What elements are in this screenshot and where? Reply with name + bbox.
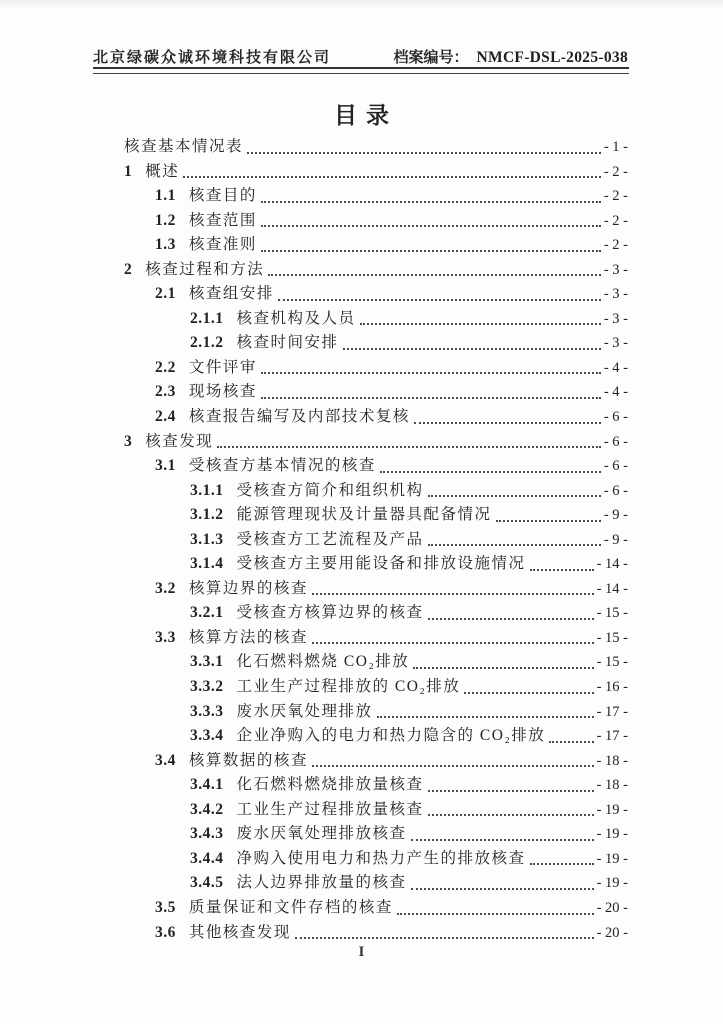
toc-entry[interactable] [93,528,628,553]
toc-leader-dots [549,741,593,743]
toc-entry-label: 核查过程和方法 [145,260,265,278]
toc-list [93,135,628,945]
toc-entry[interactable] [93,798,628,823]
toc-entry[interactable] [93,258,628,283]
toc-entry[interactable] [93,184,628,209]
toc-entry-page: - 6 - [603,433,628,450]
toc-entry-label: 核查报告编写及内部技术复核 [188,408,410,426]
toc-entry[interactable] [93,503,628,528]
toc-leader-dots [428,814,594,816]
toc-entry-number: 3 [124,432,133,450]
toc-leader-dots [428,790,594,792]
page-number-footer: I [358,944,365,960]
toc-entry-page: - 1 - [603,139,628,155]
toc-entry-number: 3.2.1 [190,604,224,622]
toc-entry-label: 核算边界的核查 [188,579,308,597]
toc-entry-number: 3.1.3 [190,530,224,548]
toc-entry-label: 质量保证和文件存档的核查 [188,898,393,916]
toc-entry-page: - 3 - [603,310,628,327]
toc-entry-label: 其他核查发现 [188,923,291,941]
toc-entry[interactable] [93,307,628,332]
toc-entry-label: 核算数据的核查 [188,751,308,769]
toc-entry[interactable] [93,847,628,872]
toc-entry-label: 核查目的 [188,187,257,205]
toc-entry-label: 核查范围 [188,211,257,229]
toc-entry-page: - 19 - [596,826,628,843]
toc-entry-page: - 14 - [596,580,628,597]
toc-entry-page: - 9 - [603,531,628,548]
toc-leader-dots [295,937,594,939]
toc-leader-dots [261,397,601,399]
toc-entry-number: 3.4.3 [190,825,224,843]
toc-entry-page: - 4 - [603,384,628,401]
toc-entry-page: - 2 - [603,237,628,254]
toc-entry[interactable] [93,871,628,896]
toc-entry-page: - 19 - [596,801,628,818]
toc-entry-page: - 16 - [596,679,628,696]
toc-leader-dots [411,888,594,890]
toc-entry-page: - 14 - [596,556,628,573]
toc-entry-page: - 15 - [596,629,628,646]
toc-entry-page: - 3 - [603,335,628,352]
toc-entry-number: 3.4.4 [190,849,224,867]
toc-entry[interactable] [93,577,628,602]
toc-leader-dots [261,372,601,374]
toc-entry-number: 1.2 [155,211,176,229]
toc-entry[interactable] [93,626,628,651]
toc-entry-number: 3.3 [155,628,176,646]
toc-entry-page: - 6 - [603,482,628,499]
toc-entry-number: 3.3.3 [190,702,224,720]
page-header [93,46,628,67]
toc-entry[interactable] [93,773,628,798]
toc-entry[interactable] [93,233,628,258]
toc-entry-page: - 19 - [596,875,628,892]
file-number-label: 档案编号： [393,50,469,66]
toc-leader-dots [343,348,601,350]
toc-entry[interactable] [93,331,628,356]
toc-entry[interactable] [93,896,628,921]
toc-entry-label: 概述 [145,162,180,180]
toc-leader-dots [530,569,594,571]
file-number-group [394,46,629,67]
toc-entry[interactable] [93,921,628,946]
toc-entry-number: 2.1.2 [190,334,224,352]
toc-entry-number: 2.1.1 [190,309,224,327]
toc-leader-dots [360,323,601,325]
toc-entry-number: 3.1.2 [190,506,224,524]
toc-entry-page: - 2 - [603,163,628,180]
toc-leader-dots [261,250,601,252]
toc-entry-page: - 6 - [603,458,628,475]
toc-entry[interactable] [93,650,628,675]
toc-entry-label: 受核查方核算边界的核查 [236,604,424,622]
toc-leader-dots [428,544,601,546]
company-name: 北京绿碳众诚环境科技有限公司 [93,50,332,66]
file-number-value: NMCF-DSL-2025-038 [476,49,628,66]
toc-entry[interactable] [93,749,628,774]
header-divider [93,67,629,74]
toc-entry-page: - 4 - [603,359,628,376]
toc-entry-page: - 17 - [596,728,628,745]
toc-entry-page: - 3 - [603,286,628,303]
toc-entry-page: - 15 - [596,605,628,622]
toc-entry[interactable] [93,700,628,725]
toc-entry-number: 3.1.4 [190,555,224,573]
toc-entry[interactable] [93,209,628,234]
toc-entry-page: - 19 - [596,850,628,867]
toc-entry-number: 3.1.1 [190,481,224,499]
toc-leader-dots [268,274,601,276]
toc-entry[interactable] [93,356,628,381]
toc-entry-label: 化石燃料燃烧 CO₂排放 [236,653,410,671]
toc-entry[interactable] [93,552,628,577]
toc-entry-number: 2.4 [155,408,176,426]
toc-entry-number: 3.3.2 [190,678,224,696]
toc-entry-label: 核查基本情况表 [124,138,244,155]
toc-entry-label: 废水厌氧处理排放 [236,702,373,720]
toc-entry-page: - 2 - [603,188,628,205]
toc-entry-number: 3.4.5 [190,874,224,892]
toc-entry[interactable] [93,454,628,479]
toc-leader-dots [183,176,601,178]
toc-leader-dots [261,225,601,227]
toc-entry-label: 核查时间安排 [236,334,339,352]
toc-entry-label: 法人边界排放量的核查 [236,874,407,892]
toc-leader-dots [261,201,601,203]
toc-entry-label: 受核查方基本情况的核查 [188,457,376,475]
toc-leader-dots [428,618,594,620]
toc-leader-dots [278,299,601,301]
toc-leader-dots [312,765,594,767]
toc-entry[interactable] [93,405,628,430]
toc-leader-dots [217,446,601,448]
toc-entry[interactable] [93,479,628,504]
toc-entry-label: 能源管理现状及计量器具配备情况 [236,506,492,524]
toc-entry-number: 3.1 [155,457,176,475]
toc-entry-label: 废水厌氧处理排放核查 [236,825,407,843]
toc-entry[interactable] [93,380,628,405]
toc-entry-number: 2.3 [155,383,176,401]
toc-entry-number: 2.1 [155,285,176,303]
toc-entry-page: - 9 - [603,507,628,524]
toc-entry-label: 核查机构及人员 [236,309,356,327]
toc-entry-label: 工业生产过程排放量核查 [236,800,424,818]
toc-entry-page: - 20 - [596,899,628,916]
toc-leader-dots [247,152,601,154]
toc-leader-dots [530,863,594,865]
toc-entry[interactable] [93,160,628,185]
toc-leader-dots [414,422,601,424]
toc-leader-dots [411,839,594,841]
toc-entry[interactable] [93,675,628,700]
toc-entry[interactable] [93,601,628,626]
toc-entry-number: 3.4.2 [190,800,224,818]
toc-leader-dots [377,716,594,718]
toc-entry-page: - 18 - [596,777,628,794]
toc-leader-dots [312,642,594,644]
toc-entry-number: 3.4 [155,751,176,769]
toc-leader-dots [428,495,601,497]
toc-entry-number: 3.6 [155,923,176,941]
toc-entry-page: - 20 - [596,924,628,941]
toc-entry-number: 1.3 [155,236,176,254]
toc-entry-label: 净购入使用电力和热力产生的排放核查 [236,849,526,867]
toc-entry-number: 1 [124,162,133,180]
toc-entry-page: - 3 - [603,261,628,278]
toc-entry-number: 3.3.4 [190,727,224,745]
toc-entry-number: 3.2 [155,579,176,597]
toc-entry-page: - 15 - [596,654,628,671]
toc-entry-label: 核算方法的核查 [188,628,308,646]
toc-entry-number: 3.3.1 [190,653,224,671]
toc-leader-dots [413,667,593,669]
toc-entry[interactable] [93,135,628,160]
toc-entry-label: 企业净购入的电力和热力隐含的 CO₂排放 [236,727,546,745]
toc-entry-label: 化石燃料燃烧排放量核查 [236,776,424,794]
toc-entry-label: 受核查方简介和组织机构 [236,481,424,499]
toc-entry-number: 3.5 [155,898,176,916]
toc-entry-label: 受核查方工艺流程及产品 [236,530,424,548]
toc-entry-page: - 6 - [603,409,628,426]
toc-entry-number: 2.2 [155,358,176,376]
toc-entry-number: 1.1 [155,187,176,205]
toc-leader-dots [496,520,601,522]
toc-entry-label: 核查准则 [188,236,257,254]
toc-entry-label: 核查组安排 [188,285,274,303]
toc-entry-page: - 18 - [596,752,628,769]
toc-entry[interactable] [93,822,628,847]
toc-entry-page: - 2 - [603,212,628,229]
toc-entry[interactable] [93,282,628,307]
toc-leader-dots [380,471,601,473]
toc-entry-label: 受核查方主要用能设备和排放设施情况 [236,555,526,573]
toc-entry-number: 2 [124,260,133,278]
toc-entry-label: 现场核查 [188,383,257,401]
toc-entry-page: - 17 - [596,703,628,720]
toc-entry-label: 文件评审 [188,358,257,376]
toc-entry-number: 3.4.1 [190,776,224,794]
toc-entry[interactable] [93,724,628,749]
toc-entry-label: 核查发现 [145,432,214,450]
toc-leader-dots [464,692,593,694]
toc-entry-label: 工业生产过程排放的 CO₂排放 [236,678,461,696]
toc-leader-dots [312,593,594,595]
toc-leader-dots [397,913,594,915]
toc-entry[interactable] [93,430,628,455]
page-title: 目录 [334,103,398,128]
